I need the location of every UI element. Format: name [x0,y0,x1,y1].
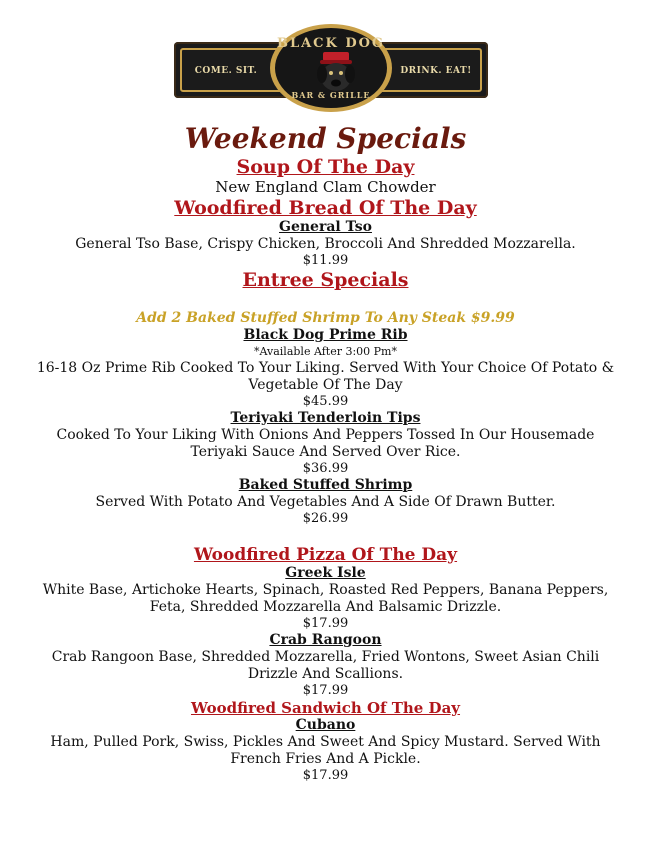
entree-item-description: Cooked To Your Liking With Onions And Peppers Tossed In Our Housemade Teriyaki Sauce And Served Over Rice. [56,427,595,460]
sandwich-item-name: Cubano [295,717,356,733]
bread-item-name: General Tso [279,219,372,235]
logo-slogan-right: DRINK. EAT! [400,66,472,76]
entree-item-name: Baked Stuffed Shrimp [238,477,413,493]
bread-item-description: General Tso Base, Crispy Chicken, Broccoli And Shredded Mozzarella. [75,236,576,252]
soup-item: New England Clam Chowder [215,178,436,196]
soup-heading: Soup Of The Day [236,156,415,178]
entree-promo: Add 2 Baked Stuffed Shrimp To Any Steak $9.99 [136,310,515,326]
entree-item-name: Teriyaki Tenderloin Tips [230,410,421,426]
entree-item-price: $26.99 [302,511,349,526]
pizza-heading: Woodfired Pizza Of The Day [193,545,458,565]
pizza-item-name: Greek Isle [285,565,366,581]
entree-item-description: Served With Potato And Vegetables And A Side Of Drawn Butter. [95,494,556,510]
bread-heading: Woodfired Bread Of The Day [174,197,477,219]
sandwich-heading: Woodfired Sandwich Of The Day [190,699,461,717]
logo-slogan-left: COME. SIT. [194,66,258,76]
sandwich-item-price: $17.99 [302,768,349,783]
logo-brand-top: BLACK DOG [276,36,386,51]
entree-item-price: $36.99 [302,461,349,476]
bread-item-price: $11.99 [302,253,349,268]
sandwich-item-description: Ham, Pulled Pork, Swiss, Pickles And Sweet And Spicy Mustard. Served With French Fries And A Pickle. [50,734,601,767]
entree-item-note: *Available After 3:00 Pm* [254,345,397,358]
restaurant-logo [174,24,488,112]
entree-heading: Entree Specials [242,269,409,291]
menu-content [0,122,651,784]
pizza-item-price: $17.99 [302,683,349,698]
entree-item-name: Black Dog Prime Rib [243,327,408,343]
pizza-item-price: $17.99 [302,616,349,631]
logo-brand-bottom: BAR & GRILLE [291,90,371,100]
pizza-item-description: White Base, Artichoke Hearts, Spinach, Roasted Red Peppers, Banana Peppers, Feta, Shredded Mozzarella And Balsamic Drizzle. [42,582,609,615]
logo-badge [270,24,392,112]
entree-item-description: 16-18 Oz Prime Rib Cooked To Your Liking. Served With Your Choice Of Potato & Vegetable Of The Day [36,360,615,393]
page-title: Weekend Specials [184,122,467,155]
pizza-item-description: Crab Rangoon Base, Shredded Mozzarella, Fried Wontons, Sweet Asian Chili Drizzle And Scallions. [51,649,600,682]
entree-item-price: $45.99 [302,394,349,409]
pizza-item-name: Crab Rangoon [269,632,382,648]
dog-icon [311,50,361,94]
